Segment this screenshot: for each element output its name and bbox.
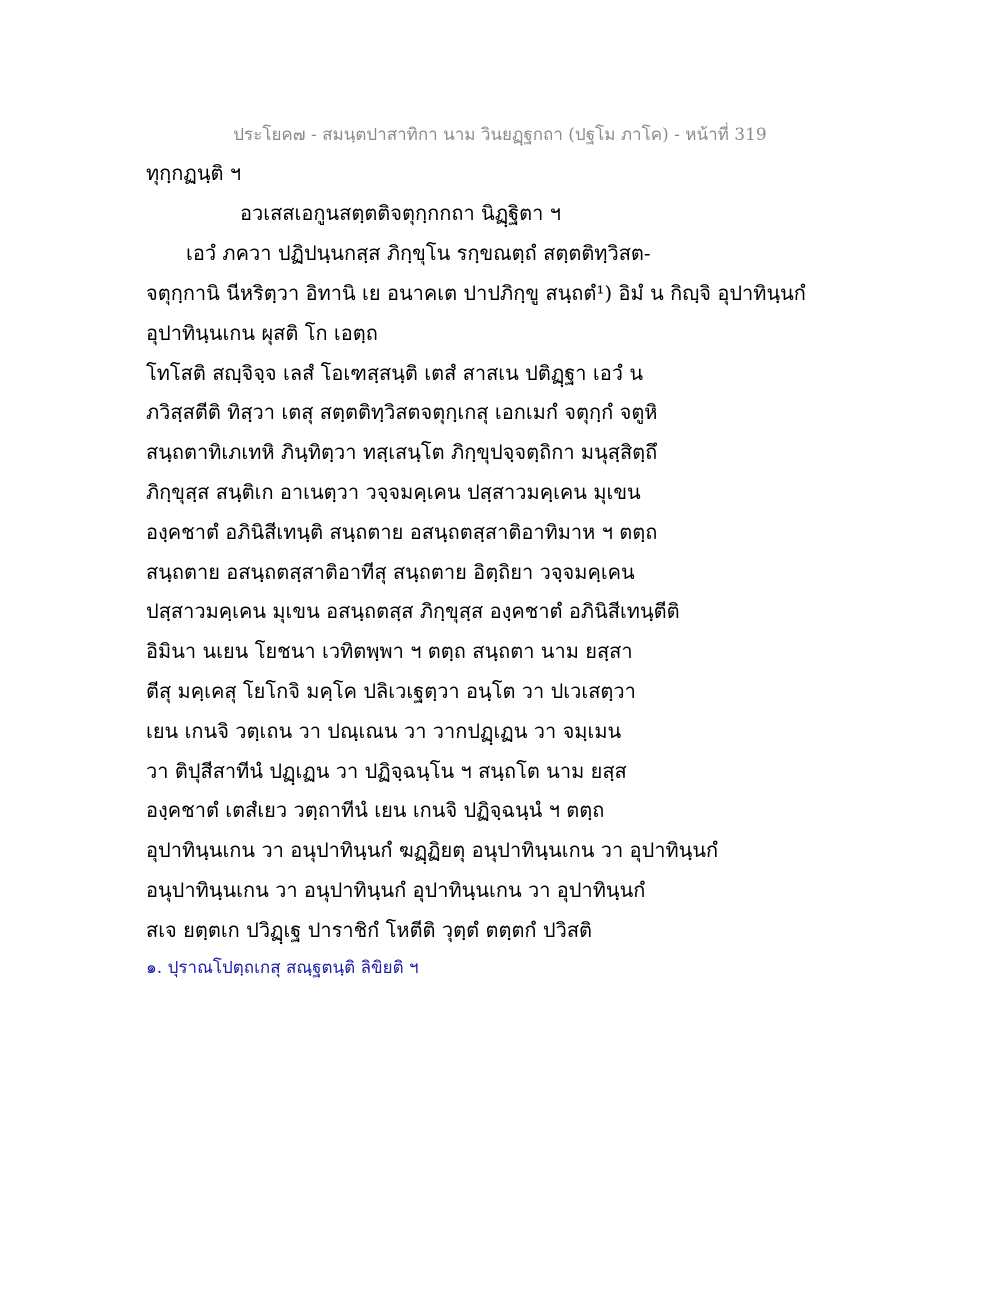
body-line: เอวํ ภควา ปฏิปนฺนกสฺส ภิกฺขุโน รกฺขณตฺถํ สตฺตติทฺวิสต- (186, 241, 651, 265)
footnote: ๑. ปุราณโปตฺถเกสุ สณฺฐตนฺติ ลิขิยติ ฯ (146, 958, 419, 978)
body-line: เยน เกนจิ วตฺเถน วา ปณฺเณน วา วากปฏฺเฏน วา จมฺเมน (146, 719, 622, 743)
body-line: สนฺถตาย อสนฺถตสฺสาติอาทีสุ สนฺถตาย อิตฺถิยา วจฺจมคฺเคน (146, 560, 635, 584)
body-line: ภวิสฺสตีติ ทิสฺวา เตสุ สตฺตติทฺวิสตจตุกฺเกสุ เอกเมกํ จตุกฺกํ จตูหิ (146, 400, 658, 424)
page-header: ประโยค๗ - สมนฺตปาสาทิกา นาม วินยฏฺฐกถา (ปฐโม ภาโค) - หน้าที่ 319 (233, 125, 767, 145)
body-line: สนฺถตาทิเภเทหิ ภินฺทิตฺวา ทสฺเสนฺโต ภิกฺขุปจฺจตฺถิกา มนุสฺสิตฺถึ (146, 440, 658, 464)
body-line: องฺคชาตํ อภินิสีเทนฺติ สนฺถตาย อสนฺถตสฺสาติอาทิมาห ฯ ตตฺถ (146, 520, 658, 544)
body-line: สเจ ยตฺตเก ปวิฏฺเฐ ปาราชิกํ โหตีติ วุตฺตํ ตตฺตกํ ปวิสติ (146, 918, 593, 942)
section-heading: อวเสสเอกูนสตฺตติจตุกฺกกถา นิฏฺฐิตา ฯ (240, 201, 561, 225)
body-line: องฺคชาตํ เตสํเยว วตฺถาทีนํ เยน เกนจิ ปฏิจฺฉนฺนํ ฯ ตตฺถ (146, 798, 605, 822)
body-line: ปสฺสาวมคฺเคน มุเขน อสนฺถตสฺส ภิกฺขุสฺส องฺคชาตํ อภินิสีเทนฺตีติ (146, 599, 680, 623)
body-line: ตีสุ มคฺเคสุ โยโกจิ มคฺโค ปลิเวเฐตฺวา อนฺโต วา ปเวเสตฺวา (146, 679, 636, 703)
body-line: อุปาทินฺนเกน วา อนุปาทินฺนกํ ฆฏฺฏิยตุ อนุปาทินฺนเกน วา อุปาทินฺนกํ (146, 838, 719, 862)
body-line: วา ติปุสีสาทีนํ ปฏฺเฏน วา ปฏิจฺฉนฺโน ฯ สนฺถโต นาม ยสฺส (146, 759, 627, 783)
body-line: ภิกฺขุสฺส สนฺติเก อาเนตฺวา วจฺจมคฺเคน ปสฺสาวมคฺเคน มุเขน (146, 480, 641, 504)
body-line: อิมินา นเยน โยชนา เวทิตพฺพา ฯ ตตฺถ สนฺถตา นาม ยสฺสา (146, 639, 633, 663)
body-line: โทโสติ สญฺจิจฺจ เลสํ โอเฑสฺสนฺติ เตสํ สาสเน ปติฏฺฐา เอวํ น (146, 361, 644, 385)
body-line: ทุกฺกฏนฺติ ฯ (146, 161, 242, 185)
body-line: อนุปาทินฺนเกน วา อนุปาทินฺนกํ อุปาทินฺนเกน วา อุปาทินฺนกํ (146, 878, 646, 902)
body-line: อุปาทินฺนเกน ผุสติ โก เอตฺถ (146, 321, 378, 345)
body-line: จตุกฺกานิ นีหริตฺวา อิทานิ เย อนาคเต ปาปภิกฺขู สนฺถตํ¹) อิมํ น กิญฺจิ อุปาทินฺนกํ (146, 281, 806, 305)
